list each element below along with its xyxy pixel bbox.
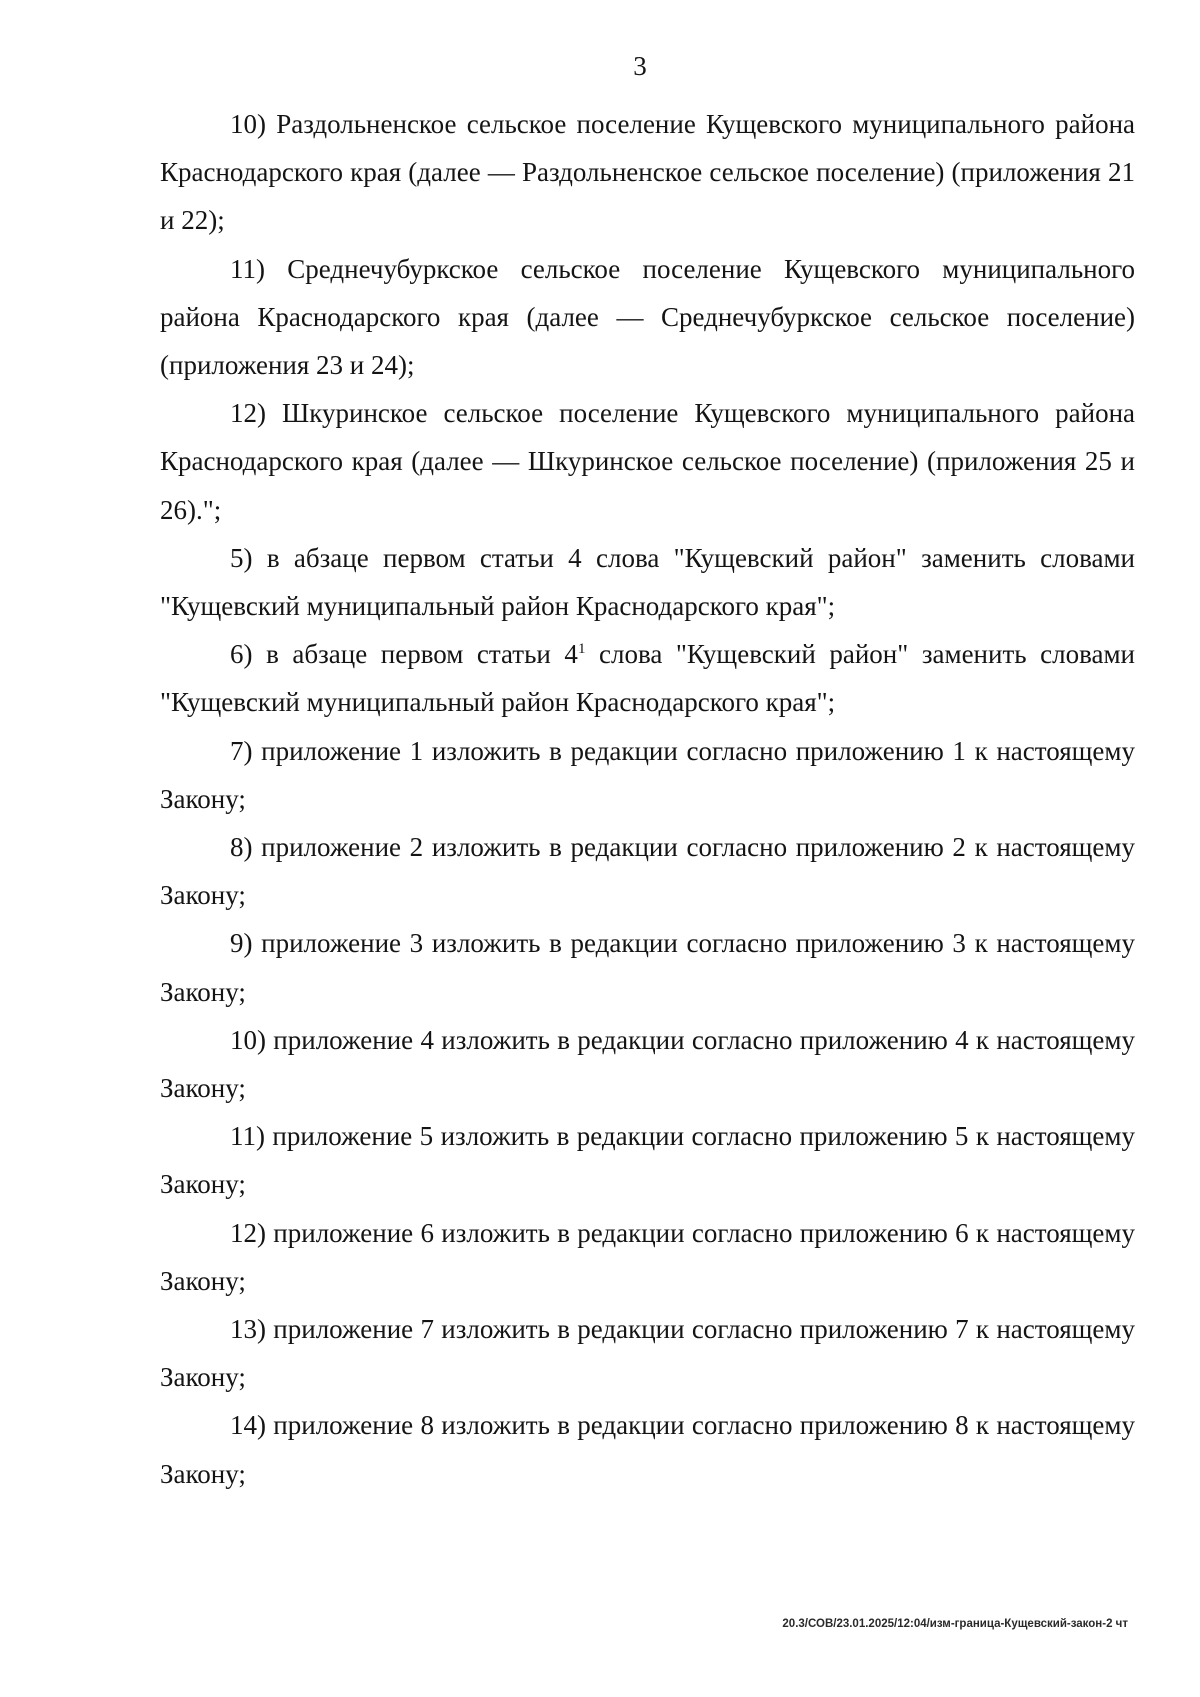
document-footer-code: 20.3/СОВ/23.01.2025/12:04/изм-граница-Кущевский-закон-2 чт [782, 1618, 1128, 1630]
paragraph-amendment-10: 10) приложение 4 изложить в редакции согласно приложению 4 к настоящему Закону; [160, 1024, 1135, 1104]
paragraph-amendment-6 [160, 630, 1135, 726]
paragraph-amendment-5: 5) в абзаце первом статьи 4 слова "Кущевский район" заменить словами "Кущевский муниципальный район Краснодарского края"; [160, 542, 1135, 622]
paragraph-item-10-razdolnenskoe: 10) Раздольненское сельское поселение Кущевского муниципального района Краснодарского края (далее — Раздольненское сельское поселение) (приложения 21 и 22); [160, 109, 1135, 236]
page-number: 3 [633, 51, 647, 81]
paragraph-amendment-8: 8) приложение 2 изложить в редакции согласно приложению 2 к настоящему Закону; [160, 832, 1135, 911]
paragraph-item-11-srednechuburkskoe: 11) Среднечубуркское сельское поселение Кущевского муниципального района Краснодарского края (далее — Среднечубуркское сельское поселение) (приложения 23 и 24); [160, 253, 1135, 381]
paragraph-amendment-14: 14) приложение 8 изложить в редакции согласно приложению 8 к настоящему Закону; [160, 1410, 1135, 1489]
paragraph-item-12-shkurinskoe: 12) Шкуринское сельское поселение Кущевского муниципального района Краснодарского края (далее — Шкуринское сельское поселение) (приложения 25 и 26)."; [160, 398, 1135, 525]
paragraph-amendment-6-start: 6) в абзаце первом статьи 4 [230, 639, 578, 670]
document-body [160, 100, 1135, 1498]
paragraph-amendment-13: 13) приложение 7 изложить в редакции согласно приложению 7 к настоящему Закону; [160, 1314, 1135, 1393]
paragraph-amendment-11: 11) приложение 5 изложить в редакции согласно приложению 5 к настоящему Закону; [160, 1121, 1135, 1200]
paragraph-amendment-7: 7) приложение 1 изложить в редакции согласно приложению 1 к настоящему Закону; [160, 735, 1135, 814]
paragraph-amendment-6-end: слова "Кущевский район" заменить словами "Кущевский муниципальный район Краснодарского края"; [160, 639, 1135, 718]
paragraph-amendment-12: 12) приложение 6 изложить в редакции согласно приложению 6 к настоящему Закону; [160, 1217, 1135, 1296]
paragraph-amendment-9: 9) приложение 3 изложить в редакции согласно приложению 3 к настоящему Закону; [160, 928, 1135, 1007]
article-superscript: 1 [577, 641, 586, 658]
